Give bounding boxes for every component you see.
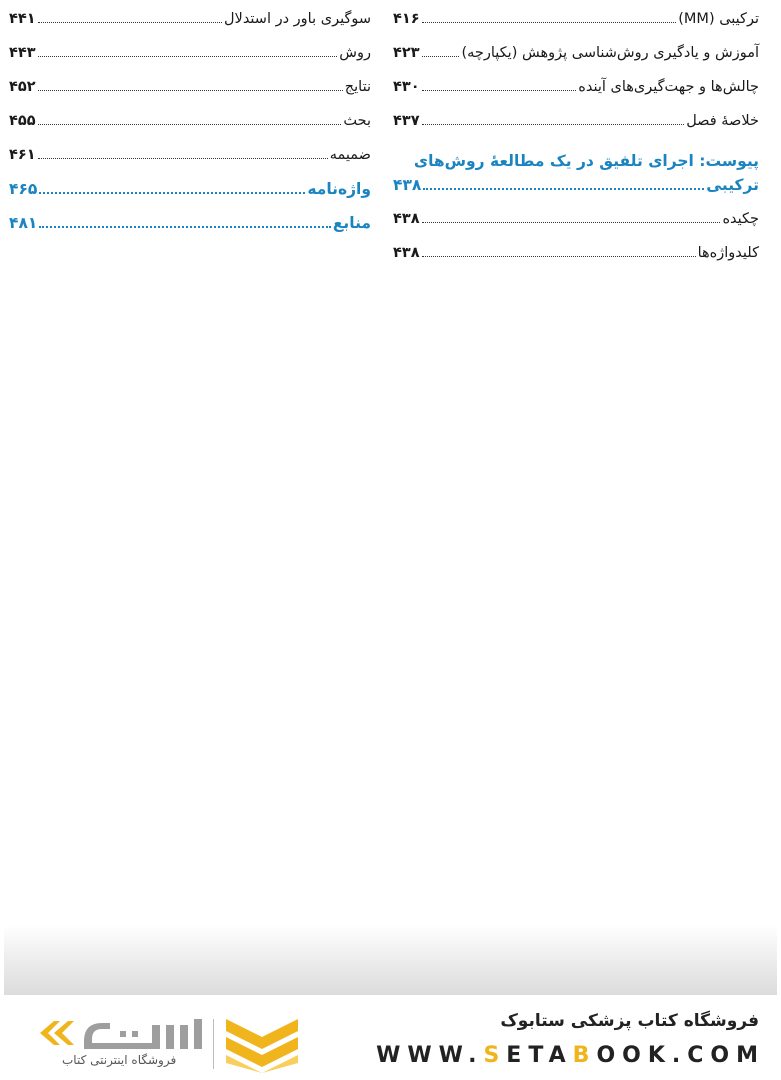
book-chevron-logo-icon <box>222 1015 302 1073</box>
dot-leader <box>422 124 685 125</box>
dot-leader <box>39 226 330 228</box>
dot-leader <box>422 222 721 223</box>
dot-leader <box>38 158 328 159</box>
dot-leader <box>38 56 338 57</box>
dot-leader <box>38 90 343 91</box>
setabook-wordmark-icon <box>40 1015 210 1051</box>
store-name: فروشگاه کتاب پزشکی ستابوک <box>500 1011 759 1031</box>
dot-leader <box>39 192 305 194</box>
dot-leader <box>423 188 704 190</box>
toc-entry-references[interactable]: منابع ۴۸۱ <box>9 214 371 232</box>
toc-entry-glossary[interactable]: واژه‌نامه ۴۶۵ <box>9 180 371 198</box>
dot-leader <box>422 90 577 91</box>
toc-right-column <box>393 8 759 276</box>
dot-leader <box>422 56 460 57</box>
toc-entry[interactable]: خلاصهٔ فصل ۴۳۷ <box>393 113 759 129</box>
toc-left-column <box>9 8 371 246</box>
toc-entry[interactable]: نتایج ۴۵۲ <box>9 79 371 95</box>
store-url[interactable]: WWW.SETABOOK.COM <box>376 1043 765 1068</box>
dot-leader <box>422 22 677 23</box>
toc-entry[interactable]: بحث ۴۵۵ <box>9 113 371 129</box>
dot-leader <box>38 22 222 23</box>
toc-entry[interactable]: چکیده ۴۳۸ <box>393 211 759 227</box>
toc-entry[interactable]: روش ۴۴۳ <box>9 45 371 61</box>
toc-entry[interactable]: ترکیبی (MM) ۴۱۶ <box>393 11 759 27</box>
footer-gradient <box>4 925 777 995</box>
toc-entry[interactable]: سوگیری باور در استدلال ۴۴۱ <box>9 11 371 27</box>
dot-leader <box>38 124 342 125</box>
toc-entry[interactable]: چالش‌ها و جهت‌گیری‌های آینده ۴۳۰ <box>393 79 759 95</box>
toc-entry[interactable]: کلیدواژه‌ها ۴۳۸ <box>393 245 759 261</box>
footer-banner <box>0 995 781 1080</box>
appendix-heading: پیوست: اجرای تلفیق در یک مطالعهٔ روش‌های <box>413 152 759 170</box>
toc-entry[interactable]: ضمیمه ۴۶۱ <box>9 147 371 163</box>
logo-divider <box>213 1019 214 1069</box>
dot-leader <box>422 256 696 257</box>
logo-subtitle: فروشگاه اینترنتی کتاب <box>62 1053 177 1067</box>
toc-entry-appendix[interactable]: ترکیبی ۴۳۸ <box>393 176 759 194</box>
toc-entry[interactable]: آموزش و یادگیری روش‌شناسی پژوهش (یکپارچه) ۴۲۳ <box>393 45 759 61</box>
